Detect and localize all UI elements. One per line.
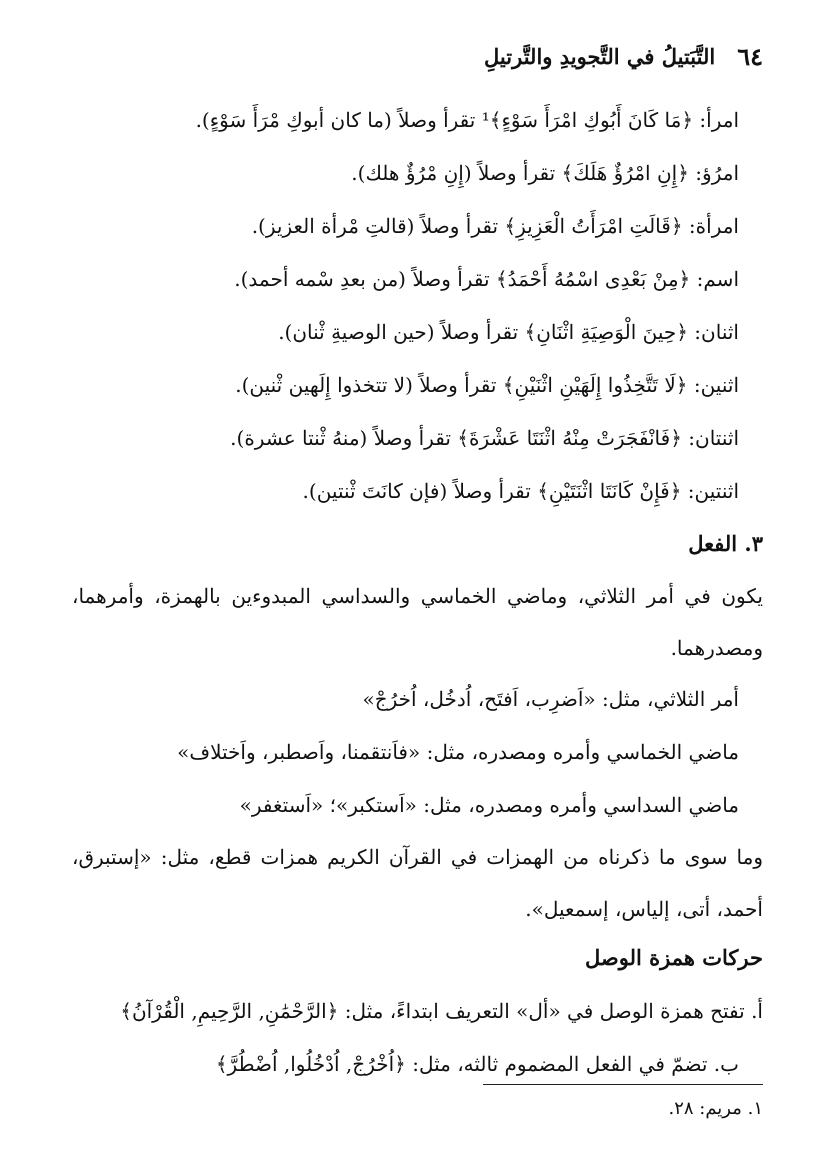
footnote-divider [483,1084,763,1085]
running-title: التَّبَتيلُ في التَّجويدِ والتَّرتيلِ [484,43,716,69]
example-line-sudasi: ماضي السداسي وأمره ومصدره، مثل: «اَستكبر»؛ «اَستغفر» [239,793,739,817]
page-content [72,101,763,1098]
page-number: ٦٤ [737,41,763,71]
example-line-thulathi: أمر الثلاثي، مثل: «اَضرِب، اَفتَح، اُدخُل، اُخرُجْ» [362,687,739,711]
subheading: حركات همزة الوصل [585,945,763,970]
verse-line-imraa: امرأة: ﴿قَالَتِ امْرَأَتُ الْعَزِيزِ﴾ تقرأ وصلاً (قالتِ مْرأة العزيز). [251,214,739,238]
rule-line-b: ب. تضمّ في الفعل المضموم ثالثه، مثل: ﴿اُخْرُجْ, اُدْخُلُوا, اُضْطُرَّ﴾ [215,1052,739,1076]
intro-paragraph: يكون في أمر الثلاثي، وماضي الخماسي والسداسي المبدوءين بالهمزة، وأمرهما، ومصدرهما. [72,584,763,660]
verse-line-ithnayn: اثنين: ﴿لَا تَتَّخِذُوا إِلَهَيْنِ اثْنَيْنِ﴾ تقرأ وصلاً (لا تتخذوا إِلَهين ثْنين). [235,373,739,397]
verse-line-ithnatan: اثنتان: ﴿فَانْفَجَرَتْ مِنْهُ اثْنَتَا عَشْرَةَ﴾ تقرأ وصلاً (منهُ ثْنتا عشرة). [230,426,739,450]
verse-line-ithnan: اثنان: ﴿حِينَ الْوَصِيَةِ اثْنَانِ﴾ تقرأ وصلاً (حين الوصيةِ ثْنان). [278,320,739,344]
footnote: ١. مريم: ٢٨. [668,1098,763,1119]
rule-line-a: أ. تفتح همزة الوصل في «أل» التعريف ابتداءً، مثل: ﴿الرَّحْمَٰنِ, الرَّحِيمِ, الْقُرْآنُ﴾ [120,999,763,1023]
section-heading: ٣. الفعل [688,531,763,556]
example-line-khumasi: ماضي الخماسي وأمره ومصدره، مثل: «فاَنتقمنا، واَصطبر، واَختلاف» [177,740,739,764]
verse-line-ism: اسم: ﴿مِنْ بَعْدِى اسْمُهُ أَحْمَدُ﴾ تقرأ وصلاً (من بعدِ سْمه أحمد). [234,267,739,291]
verse-line-imra: امرأ: ﴿مَا كَانَ أَبُوكِ امْرَأَ سَوْءٍ﴾¹ تقرأ وصلاً (ما كان أبوكِ مْرَأَ سَوْءٍ). [195,108,739,132]
page-header [72,36,763,76]
qat-paragraph: وما سوى ما ذكرناه من الهمزات في القرآن الكريم همزات قطع، مثل: «إستبرق، أحمد، أتى، إلياس، إسمعيل». [72,845,763,921]
verse-line-ithnatayn: اثنتين: ﴿فَإِنْ كَانَتَا اثْنَتَيْنِ﴾ تقرأ وصلاً (فإن كانَتَ ثْنتين). [302,479,739,503]
verse-line-imru: امرُؤ: ﴿إِنِ امْرُؤٌ هَلَكَ﴾ تقرأ وصلاً (إِنِ مْرُؤٌ هلك). [351,161,739,185]
